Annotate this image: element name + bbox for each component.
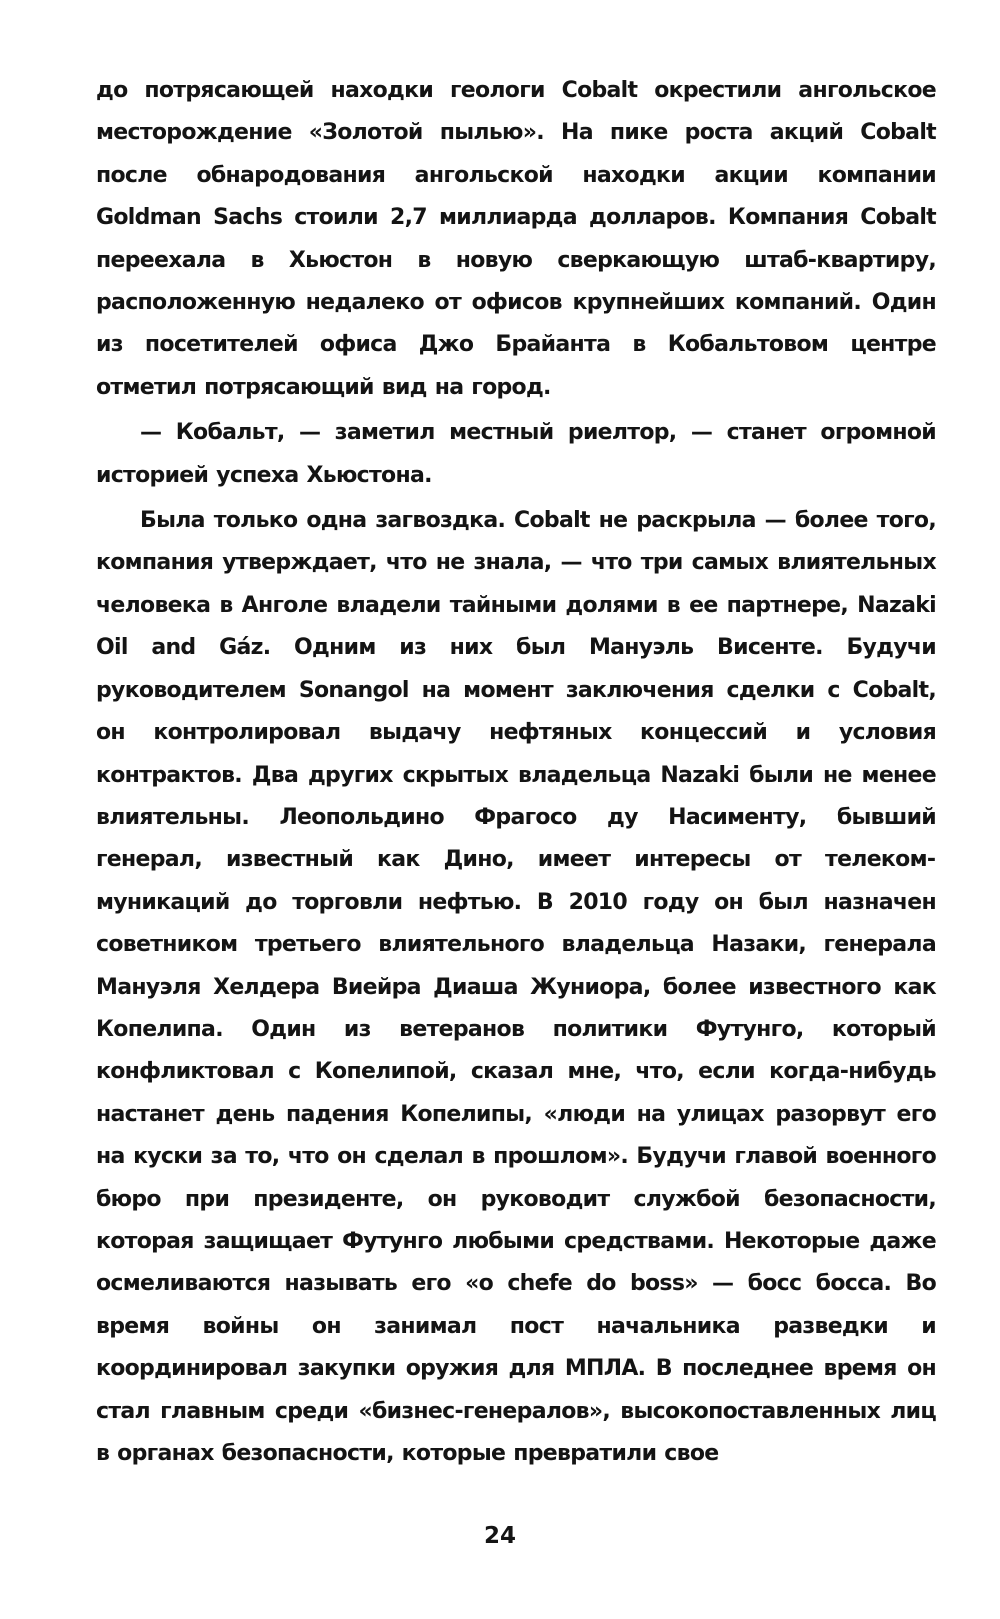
page-number: 24 [483, 1523, 516, 1549]
body-text [96, 70, 936, 1475]
paragraph-3: Была только одна загвоздка. Cobalt не раскрыла — более того, компания утверждает, что не знала, — что три самых влиятельных человека в Анголе владели тайными долями в ее партнере, Nazaki Oil and Gáz. Одним из них был Мануэль Висенте. Будучи руководителем Sonangol на момент заключения сделки с Cobalt, он контролировал выдачу нефтяных концессий и условия контрактов. Два других скрытых владельца Nazaki были не менее влиятельны. Леопольдино Фрагосо ду Насименту, бывший генерал, известный как Дино, имеет интересы от телекоммуникаций до торговли нефтью. В 2010 году он был назначен советником третьего влиятельного владельца Назаки, генерала Мануэля Хелдера Виейра Диаша Жуниора, более известного как Копелипа. Один из ветеранов политики Футунго, который конфликтовал с Копелипой, сказал мне, что, если когда-нибудь настанет день падения Копелипы, «люди на улицах разорвут его на куски за то, что он сделал в прошлом». Будучи главой военного бюро при президенте, он руководит службой безопасности, которая защищает Футунго любыми средствами. Некоторые даже осмеливаются называть его «o chefe do boss» — босс босса. Во время войны он занимал пост начальника разведки и координировал закупки оружия для МПЛА. В последнее время он стал главным среди «бизнес-генералов», высокопоставленных лиц в органах безопасности, которые превратили свое [96, 508, 936, 1466]
paragraph-1: до потрясающей находки геологи Cobalt окрестили ангольское месторождение «Золотой пылью». На пике роста акций Cobalt после обнародования ангольской находки акции компании Goldman Sachs стоили 2,7 миллиарда долларов. Компания Cobalt переехала в Хьюстон в новую сверкающую штаб-квартиру, расположенную недалеко от офисов крупнейших компаний. Один из посетителей офиса Джо Брайанта в Кобальтовом центре отметил потрясающий вид на город. [96, 78, 936, 400]
paragraph-2: — Кобальт, — заметил местный риелтор, — станет огромной историей успеха Хьюстона. [96, 420, 936, 488]
